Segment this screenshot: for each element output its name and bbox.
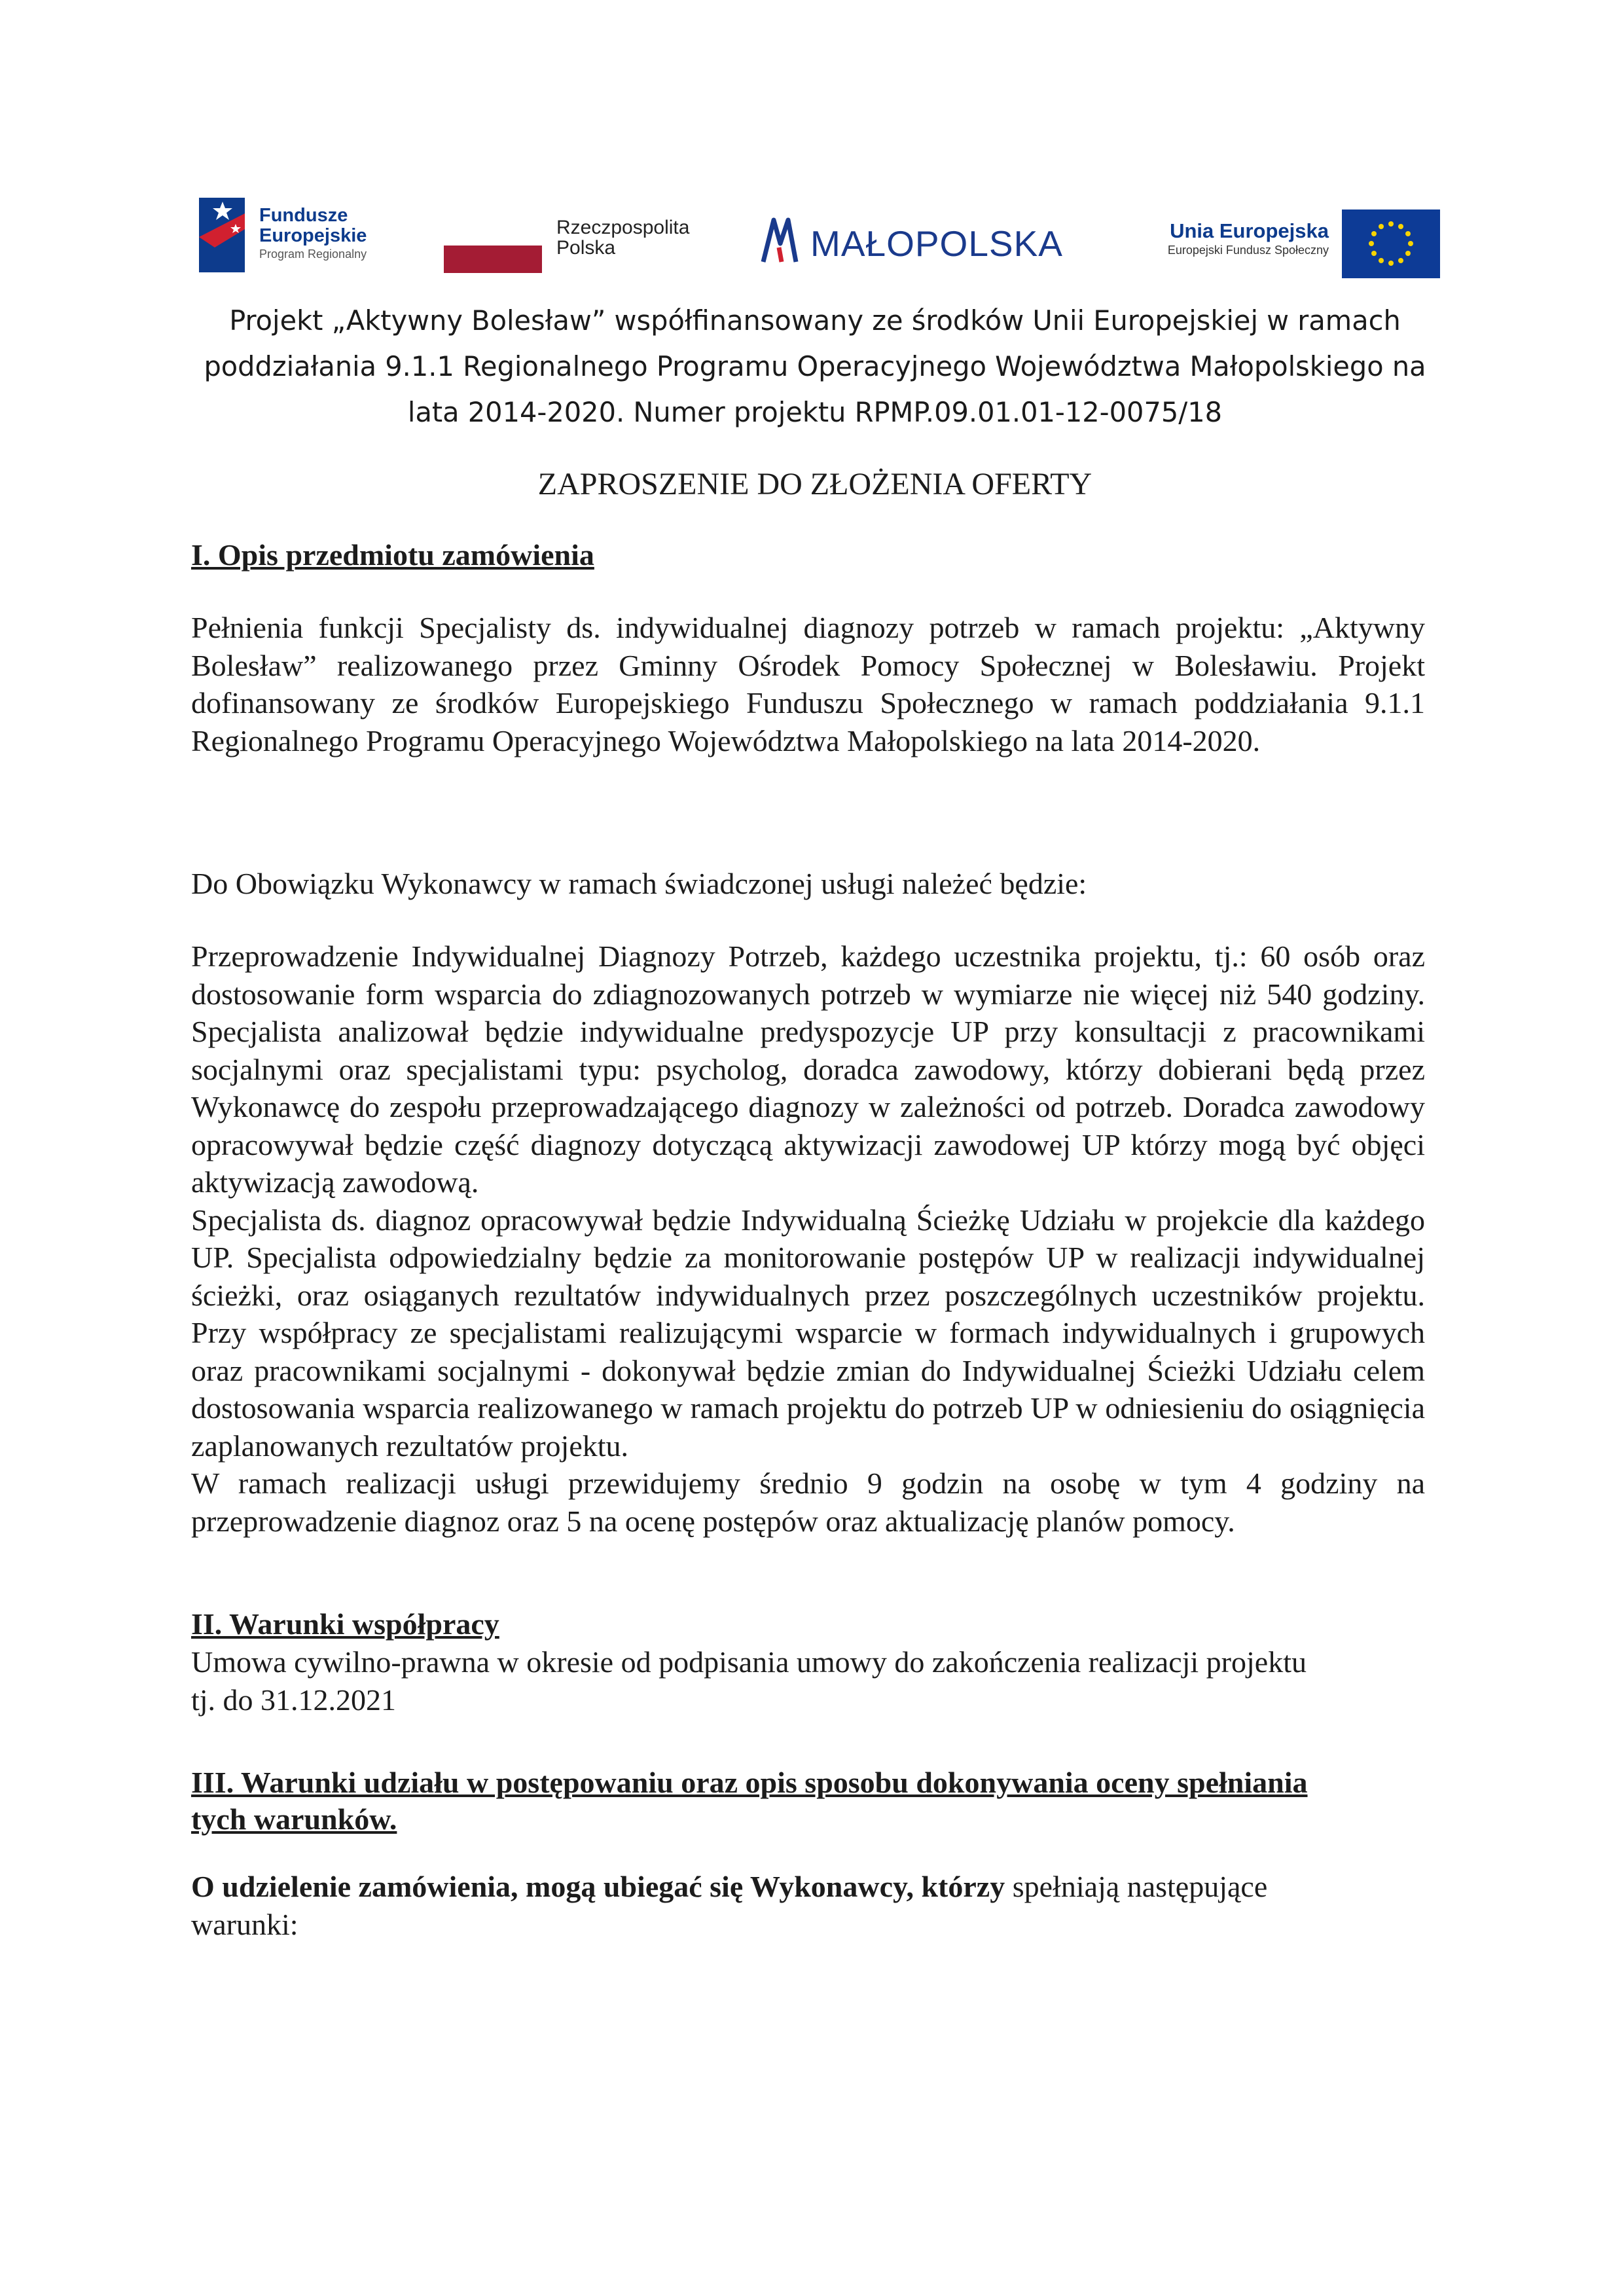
conditions-intro-line2: warunki: <box>191 1908 298 1941</box>
fundusze-europejskie-mark-icon <box>196 195 253 276</box>
conditions-intro-rest: spełniają następujące <box>1005 1870 1268 1903</box>
section3-heading-line2: tych warunków. <box>191 1802 397 1836</box>
conditions-intro <box>191 1868 1425 1944</box>
section2-line2: tj. do 31.12.2021 <box>191 1683 397 1717</box>
section1-paragraph3a: Przeprowadzenie Indywidualnej Diagnozy Potrzeb, każdego uczestnika projektu, tj.: 60 osób oraz dostosowanie form wsparcia do zdiagnozowanych potrzeb w wymiarze nie więcej niż 540 godziny. Specjalista analizował będzie indywidualne predyspozycje UP przy konsultacji z pracownikami socjalnymi oraz specjalistami typu: psycholog, doradca zawodowy, którzy dobierani będą przez Wykonawcę do zespołu przeprowadzającego diagnozy w zależności od potrzeb. Doradca zawodowy opracowywał będzie część diagnozy dotyczącą aktywizacji zawodowej UP którzy mogą być objęci aktywizacją zawodową. <box>191 939 1425 1199</box>
rp-line2: Polska <box>556 237 616 259</box>
document-title: ZAPROSZENIE DO ZŁOŻENIA OFERTY <box>537 467 1092 501</box>
unia-europejska-logo <box>1100 209 1440 278</box>
rp-line1: Rzeczpospolita <box>556 217 690 238</box>
section1-heading: I. Opis przedmiotu zamówienia <box>191 538 594 572</box>
section1-paragraph3b: Specjalista ds. diagnoz opracowywał będzie Indywidualną Ścieżkę Udziału w projekcie dla każdego UP. Specjalista odpowiedzialny będzie za monitorowanie postępów UP w realizacji indywidualnej ścieżki, oraz osiąganych rezultatów indywidualnych przez poszczególnych uczestników projektu. Przy współpracy ze specjalistami realizującymi wsparcie w formach indywidualnych i grupowych oraz pracownikami socjalnymi - dokonywał będzie zmian do Indywidualnej Ścieżki Udziału celem dostosowania wsparcia realizowanego w ramach projektu do potrzeb UP w odniesieniu do osiągnięcia zaplanowanych rezultatów projektu. <box>191 1203 1425 1463</box>
ue-title: Unia Europejska <box>1170 219 1329 242</box>
fundusze-europejskie-text <box>259 206 367 262</box>
section1-paragraph3c: W ramach realizacji usługi przewidujemy średnio 9 godzin na osobę w tym 4 godziny na przeprowadzenie diagnoz oraz 5 na ocenę postępów oraz aktualizację planów pomocy. <box>191 1466 1425 1538</box>
polish-flag-icon <box>444 240 542 273</box>
project-header <box>190 298 1440 435</box>
fe-line2: Europejskie <box>259 225 367 246</box>
section1-paragraph1: Pełnienia funkcji Specjalisty ds. indywidualnej diagnozy potrzeb w ramach projektu: „Aktywny Bolesław” realizowanego przez Gminny Ośrodek Pomocy Społecznej w Bolesławiu. Projekt dofinansowany ze środków Europejskiego Funduszu Społecznego w ramach poddziałania 9.1.1 Regionalnego Programu Operacyjnego Województwa Małopolskiego na lata 2014-2020. <box>191 611 1425 757</box>
unia-europejska-text <box>1100 220 1329 258</box>
project-header-line1: Projekt „Aktywny Bolesław” współfinansowany ze środków Unii Europejskiej w ramach <box>229 304 1401 337</box>
section2-text <box>191 1643 1425 1719</box>
section2-line1: Umowa cywilno-prawna w okresie od podpisania umowy do zakończenia realizacji projektu <box>191 1645 1307 1679</box>
conditions-intro-bold: O udzielenie zamówienia, mogą ubiegać się Wykonawcy, którzy <box>191 1870 1005 1903</box>
logo-bar <box>190 190 1440 288</box>
section2-heading: II. Warunki współpracy <box>191 1607 499 1641</box>
fundusze-europejskie-logo <box>196 195 412 276</box>
malopolska-text: MAŁOPOLSKA <box>810 223 1063 264</box>
rzeczpospolita-polska-text <box>556 217 689 258</box>
eu-flag-icon <box>1342 209 1440 278</box>
rzeczpospolita-polska-logo <box>444 217 732 276</box>
section3-heading-line1: III. Warunki udziału w postępowaniu oraz opis sposobu dokonywania oceny spełniania <box>191 1766 1308 1799</box>
section1-paragraph2: Do Obowiązku Wykonawcy w ramach świadczonej usługi należeć będzie: <box>191 867 1087 900</box>
fe-subtitle: Program Regionalny <box>259 247 367 261</box>
malopolska-mark-icon <box>759 215 799 264</box>
section3-heading <box>191 1764 1428 1838</box>
section1-paragraph3 <box>191 938 1425 1540</box>
project-header-line2: poddziałania 9.1.1 Regionalnego Programu Operacyjnego Województwa Małopolskiego na <box>204 350 1426 382</box>
project-header-line3: lata 2014-2020. Numer projektu RPMP.09.01.01-12-0075/18 <box>407 396 1223 428</box>
ue-subtitle: Europejski Fundusz Społeczny <box>1167 244 1329 257</box>
fe-line1: Fundusze <box>259 205 348 226</box>
malopolska-logo <box>759 215 1080 267</box>
